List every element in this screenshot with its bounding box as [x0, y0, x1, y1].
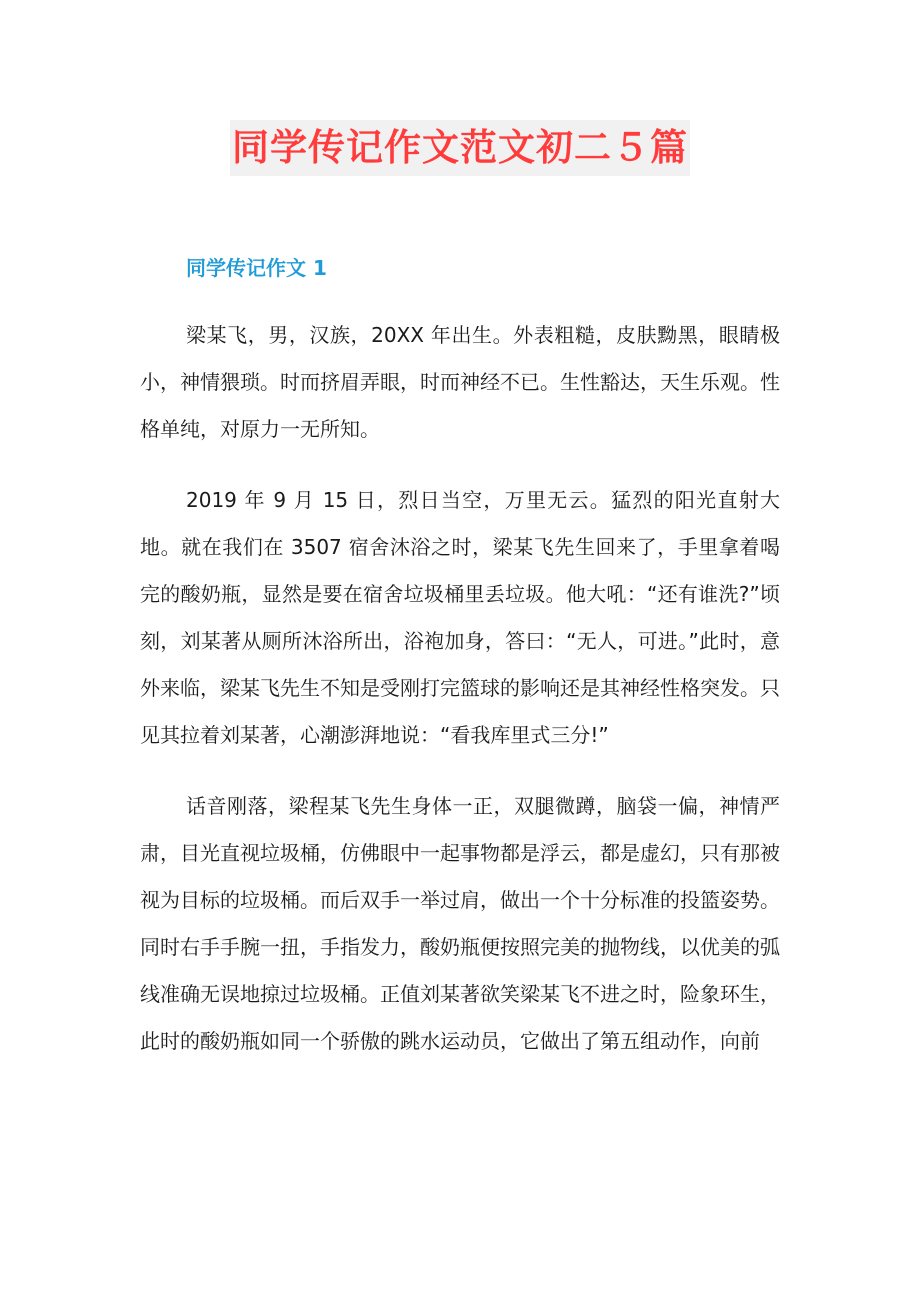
document-title: 同学传记作文范文初二５篇	[230, 120, 690, 176]
paragraph-1: 梁某飞，男，汉族，20XX 年出生。外表粗糙，皮肤黝黑，眼睛极小，神情猥琐。时而挤眉弄眼，时而神经不已。生性豁达，天生乐观。性格单纯，对原力一无所知。	[140, 323, 780, 441]
title-container	[0, 120, 920, 176]
section-heading: 同学传记作文 1	[186, 256, 327, 280]
paragraph-2: 2019 年 9 月 15 日，烈日当空，万里无云。猛烈的阳光直射大地。就在我们在 3507 宿舍沐浴之时，梁某飞先生回来了，手里拿着喝完的酸奶瓶，显然是要在宿舍垃圾桶里丢垃圾。他大吼：“还有谁洗?”顷刻，刘某著从厕所沐浴所出，浴袍加身，答曰：“无人，可进。”此时，意外来临，梁某飞先生不知是受刚打完篮球的影响还是其神经性格突发。只见其拉着刘某著，心潮澎湃地说：“看我库里式三分!”	[140, 488, 780, 747]
paragraph-3: 话音刚落，梁程某飞先生身体一正，双腿微蹲，脑袋一偏，神情严肃，目光直视垃圾桶，仿佛眼中一起事物都是浮云，都是虚幻，只有那被视为目标的垃圾桶。而后双手一举过肩，做出一个十分标准的投篮姿势。同时右手手腕一扭，手指发力，酸奶瓶便按照完美的抛物线，以优美的弧线准确无误地掠过垃圾桶。正值刘某著欲笑梁某飞不进之时，险象环生，此时的酸奶瓶如同一个骄傲的跳水运动员，它做出了第五组动作，向前	[140, 794, 780, 1053]
article-body	[140, 312, 780, 1089]
